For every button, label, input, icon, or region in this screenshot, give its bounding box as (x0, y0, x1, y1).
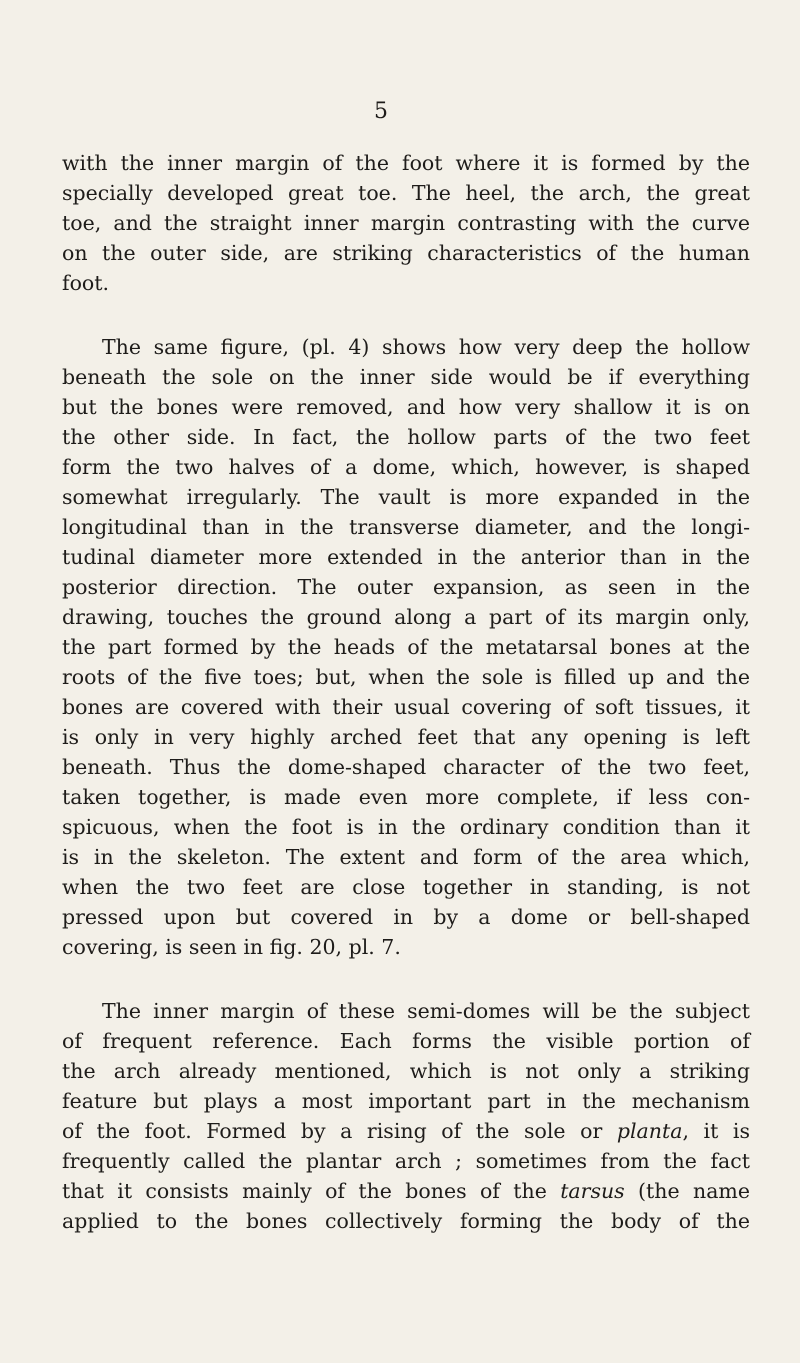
text-line: frequently called the plantar arch ; sometimes from the fact (62, 1149, 750, 1173)
text-line: somewhat irregularly. The vault is more expanded in the (62, 485, 750, 509)
text-line: feature but plays a most important part in the mechanism (62, 1089, 750, 1113)
text-line: beneath the sole on the inner side would be if everything (62, 365, 750, 389)
text-line: form the two halves of a dome, which, however, is shaped (62, 455, 750, 479)
text-line: longitudinal than in the transverse diameter, and the longi- (62, 515, 750, 539)
text-line: with the inner margin of the foot where it is formed by the (62, 151, 750, 175)
text-line: tudinal diameter more extended in the anterior than in the (62, 545, 750, 569)
text-line: is in the skeleton. The extent and form of the area which, (62, 845, 750, 869)
text-line: the other side. In fact, the hollow parts of the two feet (62, 425, 750, 449)
text-line: covering, is seen in fig. 20, pl. 7. (62, 935, 401, 959)
text-line: the arch already mentioned, which is not only a striking (62, 1059, 750, 1083)
italic-term-planta: planta (616, 1119, 683, 1143)
italic-term-tarsus: tarsus (560, 1179, 625, 1203)
page-number: 5 (374, 99, 388, 124)
text-line: bones are covered with their usual covering of soft tissues, it (62, 695, 750, 719)
text-line: spicuous, when the foot is in the ordinary condition than it (62, 815, 750, 839)
text-line: when the two feet are close together in standing, is not (62, 875, 750, 899)
text-line: foot. (62, 271, 110, 295)
text-line: applied to the bones collectively forming the body of the (62, 1209, 750, 1233)
text-line: taken together, is made even more complete, if less con- (62, 785, 750, 809)
text-line: toe, and the straight inner margin contrasting with the curve (62, 211, 750, 235)
text-line: pressed upon but covered in by a dome or bell-shaped (62, 905, 750, 929)
text-line: beneath. Thus the dome-shaped character of the two feet, (62, 755, 750, 779)
text-segment: , it is (682, 1119, 751, 1143)
text-segment: of the foot. Formed by a rising of the sole or (62, 1119, 617, 1143)
text-line (62, 1116, 750, 1146)
text-line: is only in very highly arched feet that any opening is left (62, 725, 750, 749)
text-line: of frequent reference. Each forms the visible portion of (62, 1029, 750, 1053)
text-line: specially developed great toe. The heel, the arch, the great (62, 181, 750, 205)
text-line: The same figure, (pl. 4) shows how very deep the hollow (102, 335, 750, 359)
text-line: The inner margin of these semi-domes will be the subject (102, 999, 750, 1023)
text-line: roots of the five toes; but, when the sole is filled up and the (62, 665, 750, 689)
text-segment: that it consists mainly of the bones of the (62, 1179, 561, 1203)
text-line: on the outer side, are striking characteristics of the human (62, 241, 750, 265)
text-line: drawing, touches the ground along a part of its margin only, (62, 605, 750, 629)
text-line (62, 1176, 750, 1206)
text-line: but the bones were removed, and how very shallow it is on (62, 395, 750, 419)
text-line: posterior direction. The outer expansion, as seen in the (62, 575, 750, 599)
text-line: the part formed by the heads of the metatarsal bones at the (62, 635, 750, 659)
text-segment: (the name (624, 1179, 750, 1203)
